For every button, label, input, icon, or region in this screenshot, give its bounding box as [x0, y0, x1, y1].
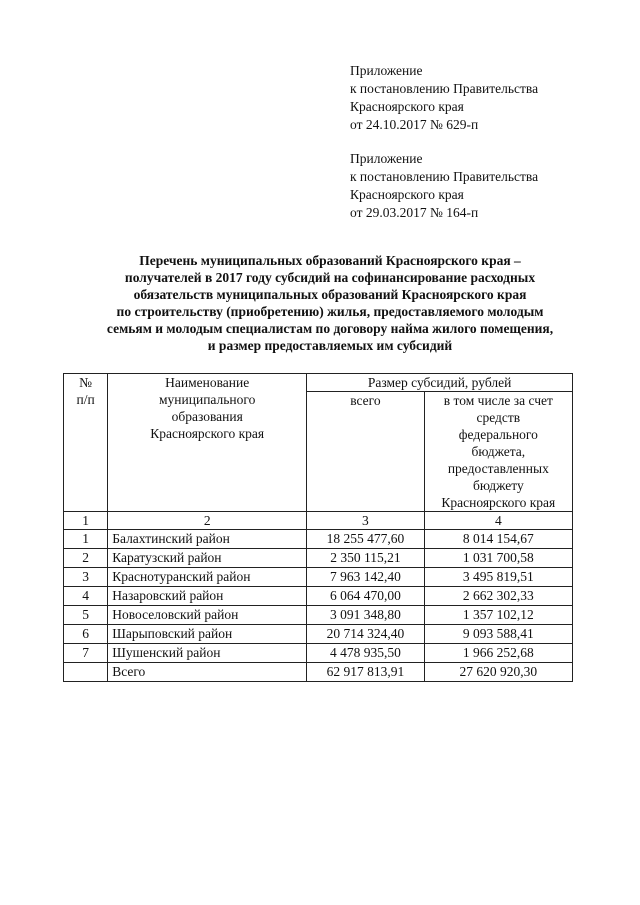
row-total: 3 091 348,80	[307, 606, 424, 625]
row-federal: 9 093 588,41	[424, 625, 572, 644]
header-name	[108, 374, 307, 512]
row-total: 20 714 324,40	[307, 625, 424, 644]
header-name-line: Красноярского края	[150, 426, 265, 441]
appendix-line: Приложение	[350, 151, 423, 166]
table-row	[64, 644, 573, 663]
row-name: Назаровский район	[108, 587, 307, 606]
appendix-line: от 29.03.2017 № 164-п	[350, 205, 479, 220]
title-line: Перечень муниципальных образований Красноярского края –	[139, 253, 521, 268]
header-subsidy: Размер субсидий, рублей	[307, 374, 573, 392]
row-num: 7	[64, 644, 108, 663]
table-header-row	[64, 374, 573, 392]
row-total: 6 064 470,00	[307, 587, 424, 606]
column-number: 2	[108, 512, 307, 530]
column-number: 4	[424, 512, 572, 530]
row-federal: 8 014 154,67	[424, 530, 572, 549]
header-name-line: Наименование	[165, 375, 250, 390]
header-total-label: всего	[350, 393, 381, 408]
row-name: Балахтинский район	[108, 530, 307, 549]
column-number: 3	[307, 512, 424, 530]
title-line: семьям и молодым специалистам по договору найма жилого помещения,	[106, 321, 554, 336]
row-federal: 3 495 819,51	[424, 568, 572, 587]
title-line: обязательств муниципальных образований Красноярского края	[133, 287, 527, 302]
row-total: 7 963 142,40	[307, 568, 424, 587]
row-num	[64, 663, 108, 682]
row-total: 18 255 477,60	[307, 530, 424, 549]
row-federal: 1 031 700,58	[424, 549, 572, 568]
row-num: 2	[64, 549, 108, 568]
appendix-note-2	[350, 150, 538, 222]
row-num: 4	[64, 587, 108, 606]
row-num: 3	[64, 568, 108, 587]
row-name: Шушенский район	[108, 644, 307, 663]
table-row	[64, 568, 573, 587]
row-name: Каратузский район	[108, 549, 307, 568]
header-federal-line: бюджету	[472, 478, 524, 493]
column-number: 1	[64, 512, 108, 530]
title-line: по строительству (приобретению) жилья, предоставляемого молодым	[116, 304, 544, 319]
row-total: 2 350 115,21	[307, 549, 424, 568]
appendix-line: к постановлению Правительства	[350, 169, 539, 184]
column-number-row	[64, 512, 573, 530]
header-federal-line: в том числе за счет	[443, 393, 553, 408]
appendix-line: Красноярского края	[350, 99, 464, 114]
appendix-line: от 24.10.2017 № 629-п	[350, 117, 479, 132]
header-num	[64, 374, 108, 512]
subsidy-table	[63, 373, 573, 682]
header-name-line: муниципального	[159, 392, 256, 407]
header-num-line: п/п	[76, 392, 95, 407]
title-line: получателей в 2017 году субсидий на софинансирование расходных	[124, 270, 536, 285]
row-name: Шарыповский район	[108, 625, 307, 644]
document-title	[40, 252, 620, 354]
table-row	[64, 606, 573, 625]
row-num: 6	[64, 625, 108, 644]
header-federal-line: предоставленных	[447, 461, 549, 476]
table-row	[64, 587, 573, 606]
row-federal: 1 966 252,68	[424, 644, 572, 663]
row-total: 62 917 813,91	[307, 663, 424, 682]
row-name: Новоселовский район	[108, 606, 307, 625]
header-federal-line: средств	[476, 410, 521, 425]
header-name-line: образования	[171, 409, 243, 424]
row-federal: 1 357 102,12	[424, 606, 572, 625]
row-federal: 27 620 920,30	[424, 663, 572, 682]
header-federal-line: Красноярского края	[441, 495, 556, 510]
row-num: 1	[64, 530, 108, 549]
header-federal-line: бюджета,	[471, 444, 526, 459]
title-line: и размер предоставляемых им субсидий	[207, 338, 453, 353]
appendix-line: Красноярского края	[350, 187, 464, 202]
row-num: 5	[64, 606, 108, 625]
table-row	[64, 549, 573, 568]
appendix-note-1	[350, 62, 538, 134]
table-row	[64, 625, 573, 644]
row-name: Всего	[108, 663, 307, 682]
appendix-line: Приложение	[350, 63, 423, 78]
total-row	[64, 663, 573, 682]
appendix-line: к постановлению Правительства	[350, 81, 539, 96]
row-federal: 2 662 302,33	[424, 587, 572, 606]
header-total	[307, 392, 424, 512]
header-num-line: №	[79, 375, 93, 390]
row-name: Краснотуранский район	[108, 568, 307, 587]
header-federal-line: федерального	[458, 427, 538, 442]
header-federal	[424, 392, 572, 512]
row-total: 4 478 935,50	[307, 644, 424, 663]
table-row	[64, 530, 573, 549]
